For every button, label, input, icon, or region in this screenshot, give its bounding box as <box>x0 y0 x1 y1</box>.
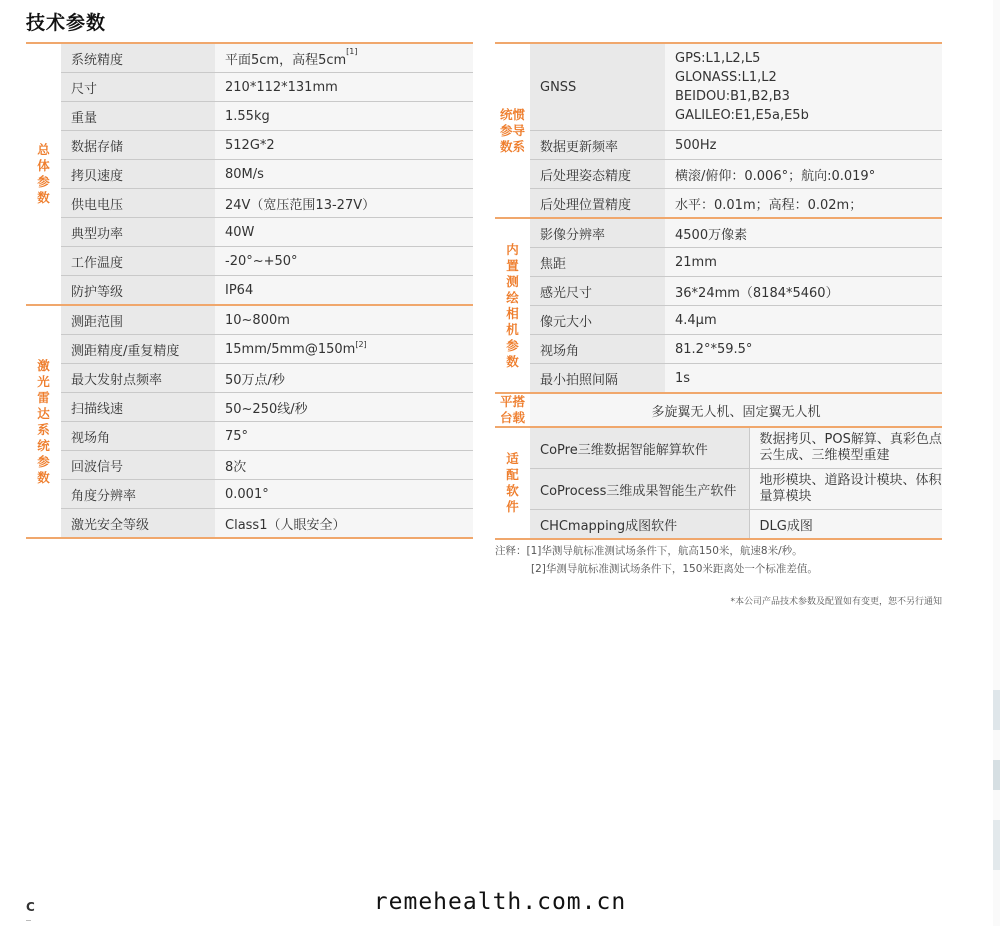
spec-label: 焦距 <box>530 248 665 277</box>
spec-label: 后处理姿态精度 <box>530 160 665 189</box>
spec-label: 工作温度 <box>61 247 215 276</box>
spec-value: 4.4μm <box>665 306 942 335</box>
gnss-line: BEIDOU:B1,B2,B3 <box>675 89 790 104</box>
table-row <box>26 160 473 189</box>
software-name: CoPre三维数据智能解算软件 <box>530 427 749 469</box>
spec-label: 系统精度 <box>61 43 215 73</box>
spec-value-gnss <box>665 43 942 131</box>
group-label-inertial: 统惯参导数系 <box>495 43 530 218</box>
table-row <box>26 73 473 102</box>
spec-label: 数据更新频率 <box>530 131 665 160</box>
table-row <box>495 160 942 189</box>
spec-label: 典型功率 <box>61 218 215 247</box>
spec-value: -20°~+50° <box>215 247 473 276</box>
watermark: remehealth.com.cn <box>373 889 627 915</box>
spec-label: 测距精度/重复精度 <box>61 335 215 364</box>
table-row <box>495 189 942 219</box>
spec-value: 40W <box>215 218 473 247</box>
software-features: 数据拷贝、POS解算、真彩色点云生成、三维模型重建 <box>749 427 942 469</box>
table-row <box>26 335 473 364</box>
spec-label: 角度分辨率 <box>61 480 215 509</box>
table-row <box>495 43 942 131</box>
software-features: DLG成图 <box>749 510 942 540</box>
spec-value: 10~800m <box>215 305 473 335</box>
group-label-platform: 平搭台载 <box>495 393 530 427</box>
table-row <box>26 131 473 160</box>
spec-value: 21mm <box>665 248 942 277</box>
gnss-line: GLONASS:L1,L2 <box>675 70 777 85</box>
spec-label: 测距范围 <box>61 305 215 335</box>
table-row <box>26 393 473 422</box>
spec-value: 24V（宽压范围13-27V） <box>215 189 473 218</box>
left-spec-table <box>26 42 473 539</box>
table-row <box>495 277 942 306</box>
table-row <box>26 509 473 539</box>
spec-value: Class1（人眼安全） <box>215 509 473 539</box>
spec-label: 回波信号 <box>61 451 215 480</box>
table-row <box>26 247 473 276</box>
platform-value: 多旋翼无人机、固定翼无人机 <box>530 393 942 427</box>
group-label-software: 适配软件 <box>495 427 530 539</box>
table-row <box>495 469 942 510</box>
spec-label: 拷贝速度 <box>61 160 215 189</box>
spec-label: 后处理位置精度 <box>530 189 665 219</box>
disclaimer: *本公司产品技术参数及配置如有变更，恕不另行通知 <box>730 597 942 607</box>
table-row <box>26 276 473 306</box>
table-row <box>26 43 473 73</box>
footnote-2: [2]华测导航标准测试场条件下，150米距离处一个标准差值。 <box>531 563 818 575</box>
gnss-line: GPS:L1,L2,L5 <box>675 51 761 66</box>
table-row <box>495 248 942 277</box>
spec-value: 210*112*131mm <box>215 73 473 102</box>
corner-mark: C <box>26 900 35 914</box>
table-row <box>26 422 473 451</box>
page-title: 技术参数 <box>26 12 107 34</box>
spec-label: 最大发射点频率 <box>61 364 215 393</box>
table-row <box>495 131 942 160</box>
software-name: CoProcess三维成果智能生产软件 <box>530 469 749 510</box>
spec-value: 80M/s <box>215 160 473 189</box>
spec-value: 横滚/俯仰：0.006°；航向:0.019° <box>665 160 942 189</box>
table-row <box>495 427 942 469</box>
spec-label: 感光尺寸 <box>530 277 665 306</box>
spec-label: GNSS <box>530 43 665 131</box>
spec-value: 512G*2 <box>215 131 473 160</box>
software-features: 地形模块、道路设计模块、体积量算模块 <box>749 469 942 510</box>
table-row <box>495 335 942 364</box>
spec-label: 最小拍照间隔 <box>530 364 665 394</box>
spec-value: 0.001° <box>215 480 473 509</box>
spec-label: 防护等级 <box>61 276 215 306</box>
spec-label: 视场角 <box>61 422 215 451</box>
table-row <box>495 510 942 540</box>
spec-value: 水平：0.01m；高程：0.02m； <box>665 189 942 219</box>
spec-value: 50~250线/秒 <box>215 393 473 422</box>
spec-label: 供电电压 <box>61 189 215 218</box>
spec-label: 影像分辨率 <box>530 218 665 248</box>
spec-value: 8次 <box>215 451 473 480</box>
spec-label: 视场角 <box>530 335 665 364</box>
table-row <box>495 364 942 394</box>
spec-label: 扫描线速 <box>61 393 215 422</box>
spec-value: 1.55kg <box>215 102 473 131</box>
table-row <box>26 189 473 218</box>
footnote-mark: [1] <box>346 46 358 56</box>
table-row <box>26 102 473 131</box>
spec-value: 75° <box>215 422 473 451</box>
table-row <box>26 451 473 480</box>
footnotes <box>495 542 818 578</box>
spec-label: 尺寸 <box>61 73 215 102</box>
spec-value: 36*24mm（8184*5460） <box>665 277 942 306</box>
spec-label: 重量 <box>61 102 215 131</box>
spec-value: 4500万像素 <box>665 218 942 248</box>
table-row <box>495 218 942 248</box>
table-row <box>26 364 473 393</box>
table-row <box>26 305 473 335</box>
software-name: CHCmapping成图软件 <box>530 510 749 540</box>
spec-label: 激光安全等级 <box>61 509 215 539</box>
spec-label: 数据存储 <box>61 131 215 160</box>
spec-value: 50万点/秒 <box>215 364 473 393</box>
spec-value: 500Hz <box>665 131 942 160</box>
spec-value: 15mm/5mm@150m[2] <box>215 335 473 364</box>
adjacent-page-edge <box>993 0 1000 926</box>
spec-value: 平面5cm，高程5cm[1] <box>215 43 473 73</box>
gnss-line: GALILEO:E1,E5a,E5b <box>675 108 809 123</box>
table-row <box>26 218 473 247</box>
group-label-lidar: 激光雷达系统参数 <box>26 305 61 538</box>
table-row <box>495 393 942 427</box>
spec-label: 像元大小 <box>530 306 665 335</box>
table-row <box>495 306 942 335</box>
right-spec-table <box>495 42 942 540</box>
notes-prefix: 注释： <box>495 545 527 557</box>
group-label-camera: 内置测绘相机参数 <box>495 218 530 393</box>
table-row <box>26 480 473 509</box>
spec-value: IP64 <box>215 276 473 306</box>
corner-divider <box>26 920 31 921</box>
group-label-general: 总体参数 <box>26 43 61 305</box>
footnote-1: [1]华测导航标准测试场条件下，航高150米，航速8米/秒。 <box>526 545 803 557</box>
footnote-mark: [2] <box>355 339 367 349</box>
spec-value: 81.2°*59.5° <box>665 335 942 364</box>
spec-value: 1s <box>665 364 942 394</box>
